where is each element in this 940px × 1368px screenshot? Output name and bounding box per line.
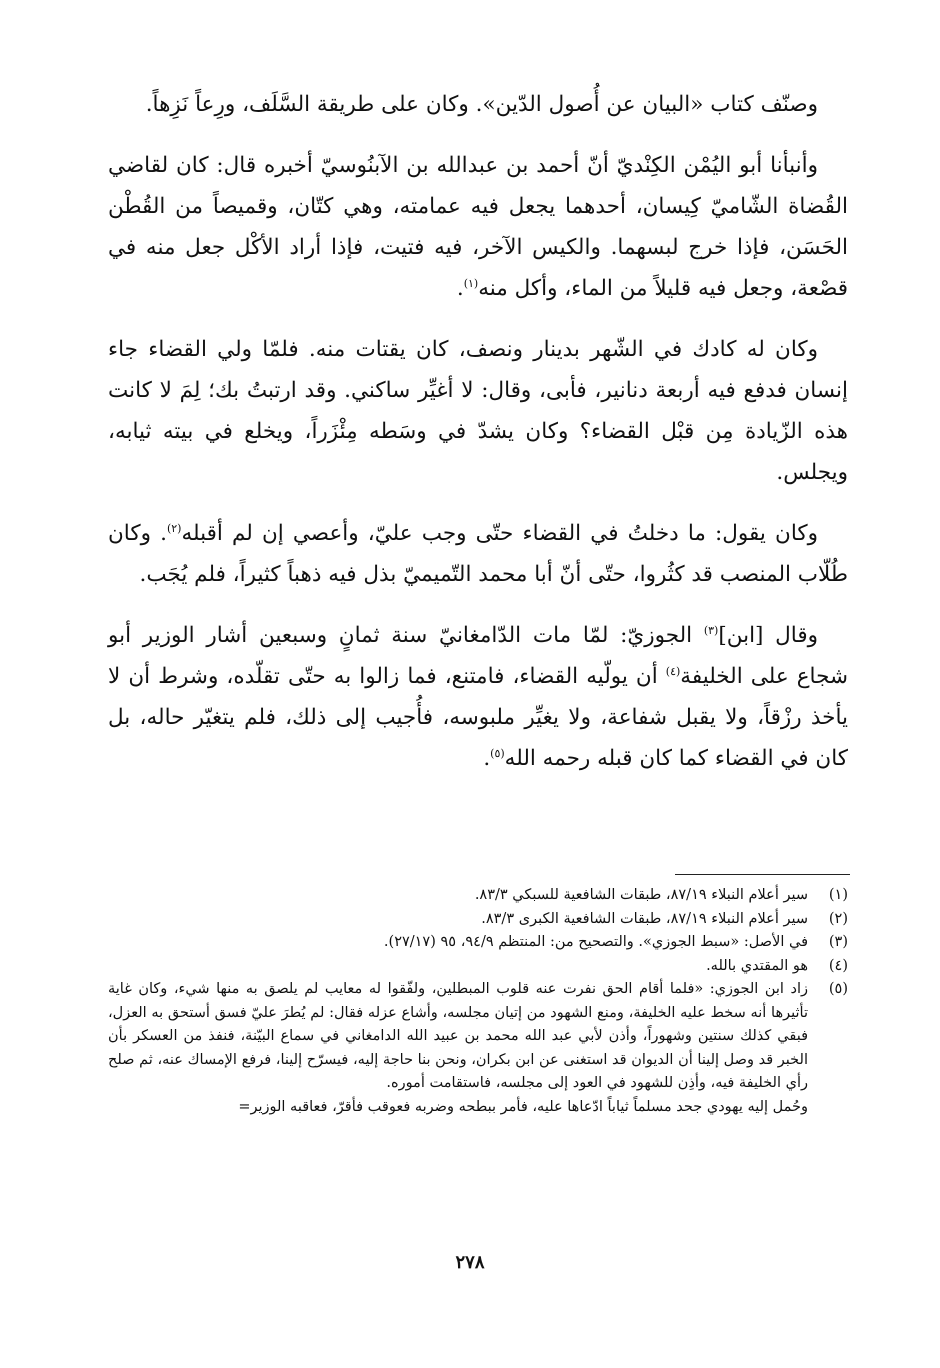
footnote-continuation: وحُمل إليه يهودي جحد مسلماً ثياباً ادّعاها عليه، فأمر ببطحه وضربه فعوقب فأقرّ، فعاقبه الوزير= bbox=[238, 1098, 808, 1115]
footnote-text: سير أعلام النبلاء ٨٧/١٩، طبقات الشافعية للسبكي ٨٣/٣. bbox=[474, 887, 808, 903]
paragraph-5 bbox=[108, 615, 848, 779]
paragraph-3 bbox=[108, 329, 848, 493]
paragraph-4-end: . bbox=[160, 521, 167, 546]
footnote-text: في الأصل: «سبط الجوزي». والتصحيح من: المنتظم ٩٤/٩، ٩٥ (٢٧/١٧). bbox=[383, 934, 808, 950]
footnote-ref-2[interactable]: (٢) bbox=[166, 521, 182, 535]
paragraph-5-end: . bbox=[483, 746, 491, 771]
footnote-separator bbox=[675, 874, 850, 875]
footnote-1 bbox=[108, 884, 848, 908]
footnote-text: هو المقتدي بالله. bbox=[706, 957, 808, 974]
paragraph-5-text: أن يولّيه القضاء، فامتنع، فما زالوا به حتّى تقلّده، وشرط أن لا يأخذ رزْقاً، ولا يقبل شفاعة، ولا يغيِّر ملبوسه، فأُجيب إلى ذلك، فلم يتغيّر حاله، بل كان في القضاء كما كان قبله رحمه الله bbox=[108, 664, 848, 771]
footnote-number: (٥) bbox=[828, 981, 848, 997]
footnote-text: زاد ابن الجوزي: «فلما أقام الحق نفرت عنه قلوب المبطلين، ولفّقوا له معايب لم يلصق به منها شيء، وكان غاية تأثيرها أنه سخط عليه الخليفة، ومنع الشهود من إتيان مجلسه، وأشاع عزله فقال: لم يُطرَ عليّ فسق أستحق به العزل، فبقي كذلك سنتين وشهوراً، وأذن لأبي عبد الله محمد بن عبيد الله الدامغاني في سماع البيّنة، فنفذ من العسكر بأن الخبر قد وصل إلينا أن الديوان قد استغنى عن ابن بكران، ونحن بنا حاجة إليه، فيسرّح إلينا، فرفع الإمساك عنه، ثم صلح رأي الخليفة فيه، وأذِن للشهود في العود إلى مجلسه، فاستقامت أموره. bbox=[108, 981, 808, 1091]
main-text bbox=[108, 84, 848, 799]
paragraph-5-mid: الجوزيّ: لمّا مات الدّامغانيّ سنة ثمانٍ وسبعين أشار الوزير أبو شجاع على الخليفة bbox=[108, 623, 848, 689]
footnote-5 bbox=[108, 978, 848, 1096]
paragraph-2-text: وأنبأنا أبو اليُمْن الكِنْديّ أنّ أحمد بن عبدالله بن الآبنُوسيّ أخبره قال: كان لقاضي القُضاة الشّاميّ كِيسان، أحدهما يجعل فيه عمامته، وهي كتّان، وقميصاً من القُطْن الحَسَن، فإذا خرج لبسهما. والكيس الآخر، فيه فتيت، فإذا أراد الأكْل جعل منه في قصْعة، وجعل فيه قليلاً من الماء، وأكل منه bbox=[108, 153, 848, 301]
paragraph-2 bbox=[108, 145, 848, 309]
footnote-number: (١) bbox=[828, 887, 848, 903]
footnote-4 bbox=[108, 955, 848, 979]
paragraph-4-continuation: وكان طُلّاب المنصب قد كثُروا، حتّى أنّ أبا محمد التّميميّ بذل فيه ذهباً كثيراً، فلم يُجَب. bbox=[108, 521, 848, 587]
paragraph-5-start: وقال [ابن] bbox=[718, 623, 818, 648]
footnote-ref-1[interactable]: (١) bbox=[463, 276, 479, 290]
footnote-number: (٢) bbox=[828, 910, 848, 927]
page-number: ٢٧٨ bbox=[455, 1252, 485, 1273]
paragraph-4 bbox=[108, 513, 848, 595]
paragraph-1 bbox=[108, 84, 848, 125]
footnotes bbox=[108, 884, 848, 1119]
footnote-ref-4[interactable]: (٤) bbox=[665, 664, 681, 678]
paragraph-4-text: وكان يقول: ما دخلتُ في القضاء حتّى وجب عليّ، وأعصي إن لم أقبله bbox=[181, 521, 818, 546]
footnote-number: (٤) bbox=[828, 957, 848, 974]
paragraph-2-end: . bbox=[456, 276, 464, 301]
paragraph-1-text: وصنّف كتاب «البيان عن أُصول الدّين». وكان على طريقة السَّلَف، ورِعاً نَزِهاً. bbox=[145, 92, 818, 117]
footnote-text: سير أعلام النبلاء ٨٧/١٩، طبقات الشافعية الكبرى ٨٣/٣. bbox=[481, 910, 808, 927]
footnote-2 bbox=[108, 908, 848, 932]
footnote-ref-3[interactable]: (٣) bbox=[703, 623, 719, 637]
footnote-number: (٣) bbox=[828, 934, 848, 950]
footnote-3 bbox=[108, 931, 848, 955]
footnote-ref-5[interactable]: (٥) bbox=[490, 746, 505, 760]
paragraph-3-text: وكان له كادك في الشّهر بدينار ونصف، كان يقتات منه. فلمّا ولي القضاء جاء إنسان فدفع فيه أربعة دنانير، فأبى، وقال: لا أغيِّر ساكني. وقد ارتبتُ بك؛ لِمَ لا كانت هذه الزّيادة مِن قبْل القضاء؟ وكان يشدّ في وسَطه مِئْزَراً، ويخلع في بيته ثيابه، ويجلس. bbox=[108, 337, 848, 485]
